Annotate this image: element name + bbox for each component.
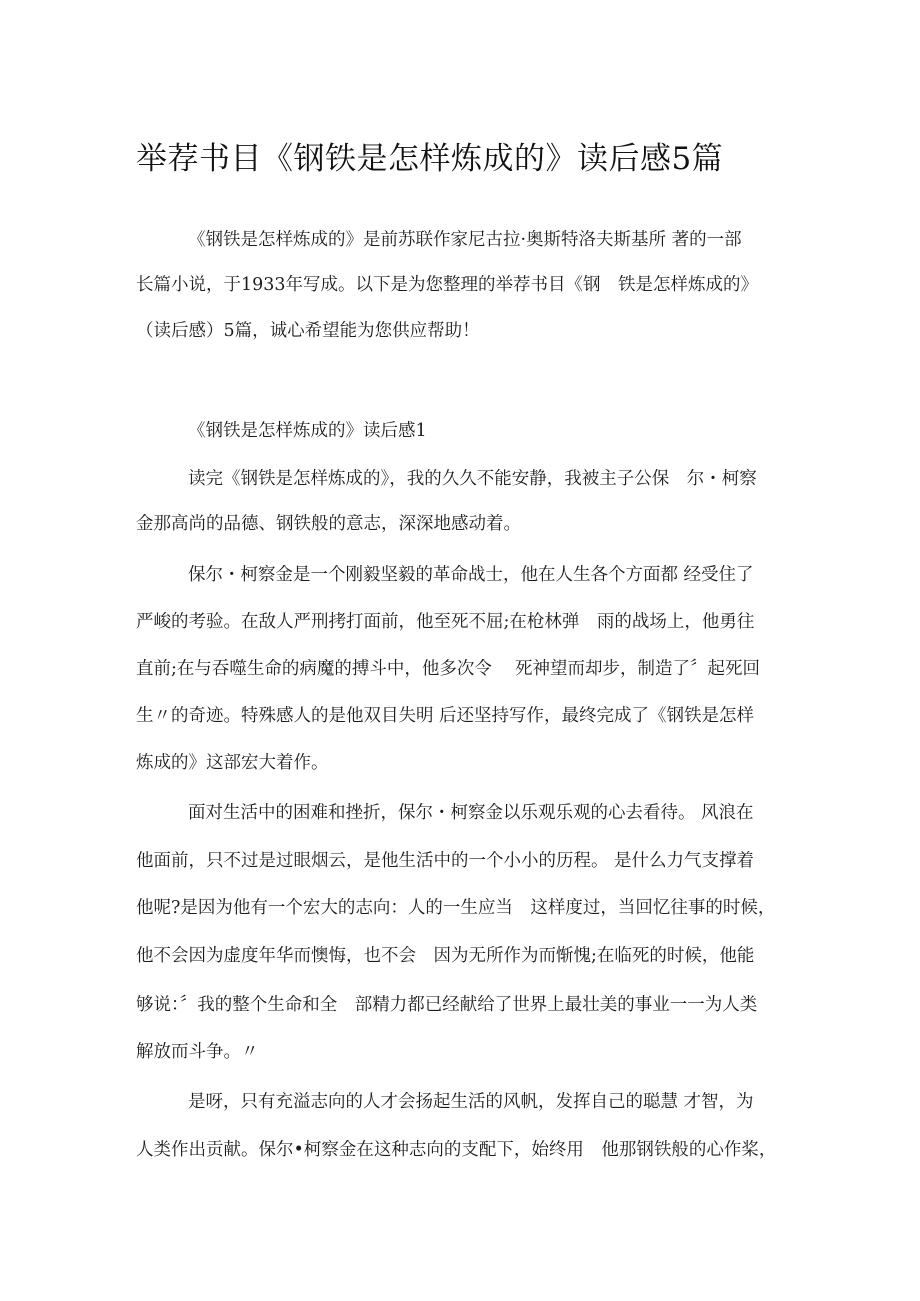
section-heading: 《钢铁是怎样炼成的》读后感1 <box>188 421 427 441</box>
paragraph-line: 面对生活中的困难和挫折，保尔・柯察金以乐观乐观的心去看待。 风浪在 <box>188 803 754 823</box>
paragraph-line: 生〃的奇迹。特殊感人的是他双目失明 后还坚持写作，最终完成了《钢铁是怎样 <box>136 706 755 726</box>
paragraph-line: 读完《钢铁是怎样炼成的》，我的久久不能安静，我被主子公保 尔・柯察 <box>188 469 757 489</box>
document-title: 举荐书目《钢铁是怎样炼成的》读后感5篇 <box>136 141 724 177</box>
paragraph-line: 严峻的考验。在敌人严刑拷打面前，他至死不屈;在枪林弹 雨的战场上，他勇往 <box>136 612 755 632</box>
paragraph-line: 保尔・柯察金是一个刚毅坚毅的革命战士，他在人生各个方面都 经受住了 <box>188 565 754 585</box>
paragraph-line: 解放而斗争。〃 <box>136 1042 259 1062</box>
paragraph-line: 够说：〞我的整个生命和全 部精力都已经献给了世界上最壮美的事业一一为人类 <box>136 995 758 1015</box>
intro-line: 《钢铁是怎样炼成的》是前苏联作家尼古拉·奥斯特洛夫斯基所 著的一部 <box>188 230 742 250</box>
intro-line: 长篇小说，于1933年写成。以下是为您整理的举荐书目《钢 铁是怎样炼成的》 <box>136 275 759 295</box>
intro-line: （读后感）5篇，诚心希望能为您供应帮助！ <box>136 321 480 341</box>
paragraph-line: 直前;在与吞噬生命的病魔的搏斗中，他多次令 死神望而却步，制造了〞起死回 <box>136 659 760 679</box>
paragraph-line: 他呢?是因为他有一个宏大的志向：人的一生应当 这样度过，当回忆往事的时候， <box>136 898 776 918</box>
paragraph-line: 他面前，只不过是过眼烟云，是他生活中的一个小小的历程。 是什么力气支撑着 <box>136 851 755 871</box>
paragraph-line: 是呀，只有充溢志向的人才会扬起生活的风帆，发挥自己的聪慧 才智，为 <box>188 1092 754 1112</box>
paragraph-line: 人类作出贡献。保尔•柯察金在这种志向的支配下，始终用 他那钢铁般的心作桨， <box>136 1140 777 1160</box>
paragraph-line: 金那高尚的品德、钢铁般的意志，深深地感动着。 <box>136 514 521 534</box>
paragraph-line: 炼成的》这部宏大着作。 <box>136 753 329 773</box>
paragraph-line: 他不会因为虚度年华而懊悔，也不会 因为无所作为而惭愧;在临死的时候，他能 <box>136 946 755 966</box>
